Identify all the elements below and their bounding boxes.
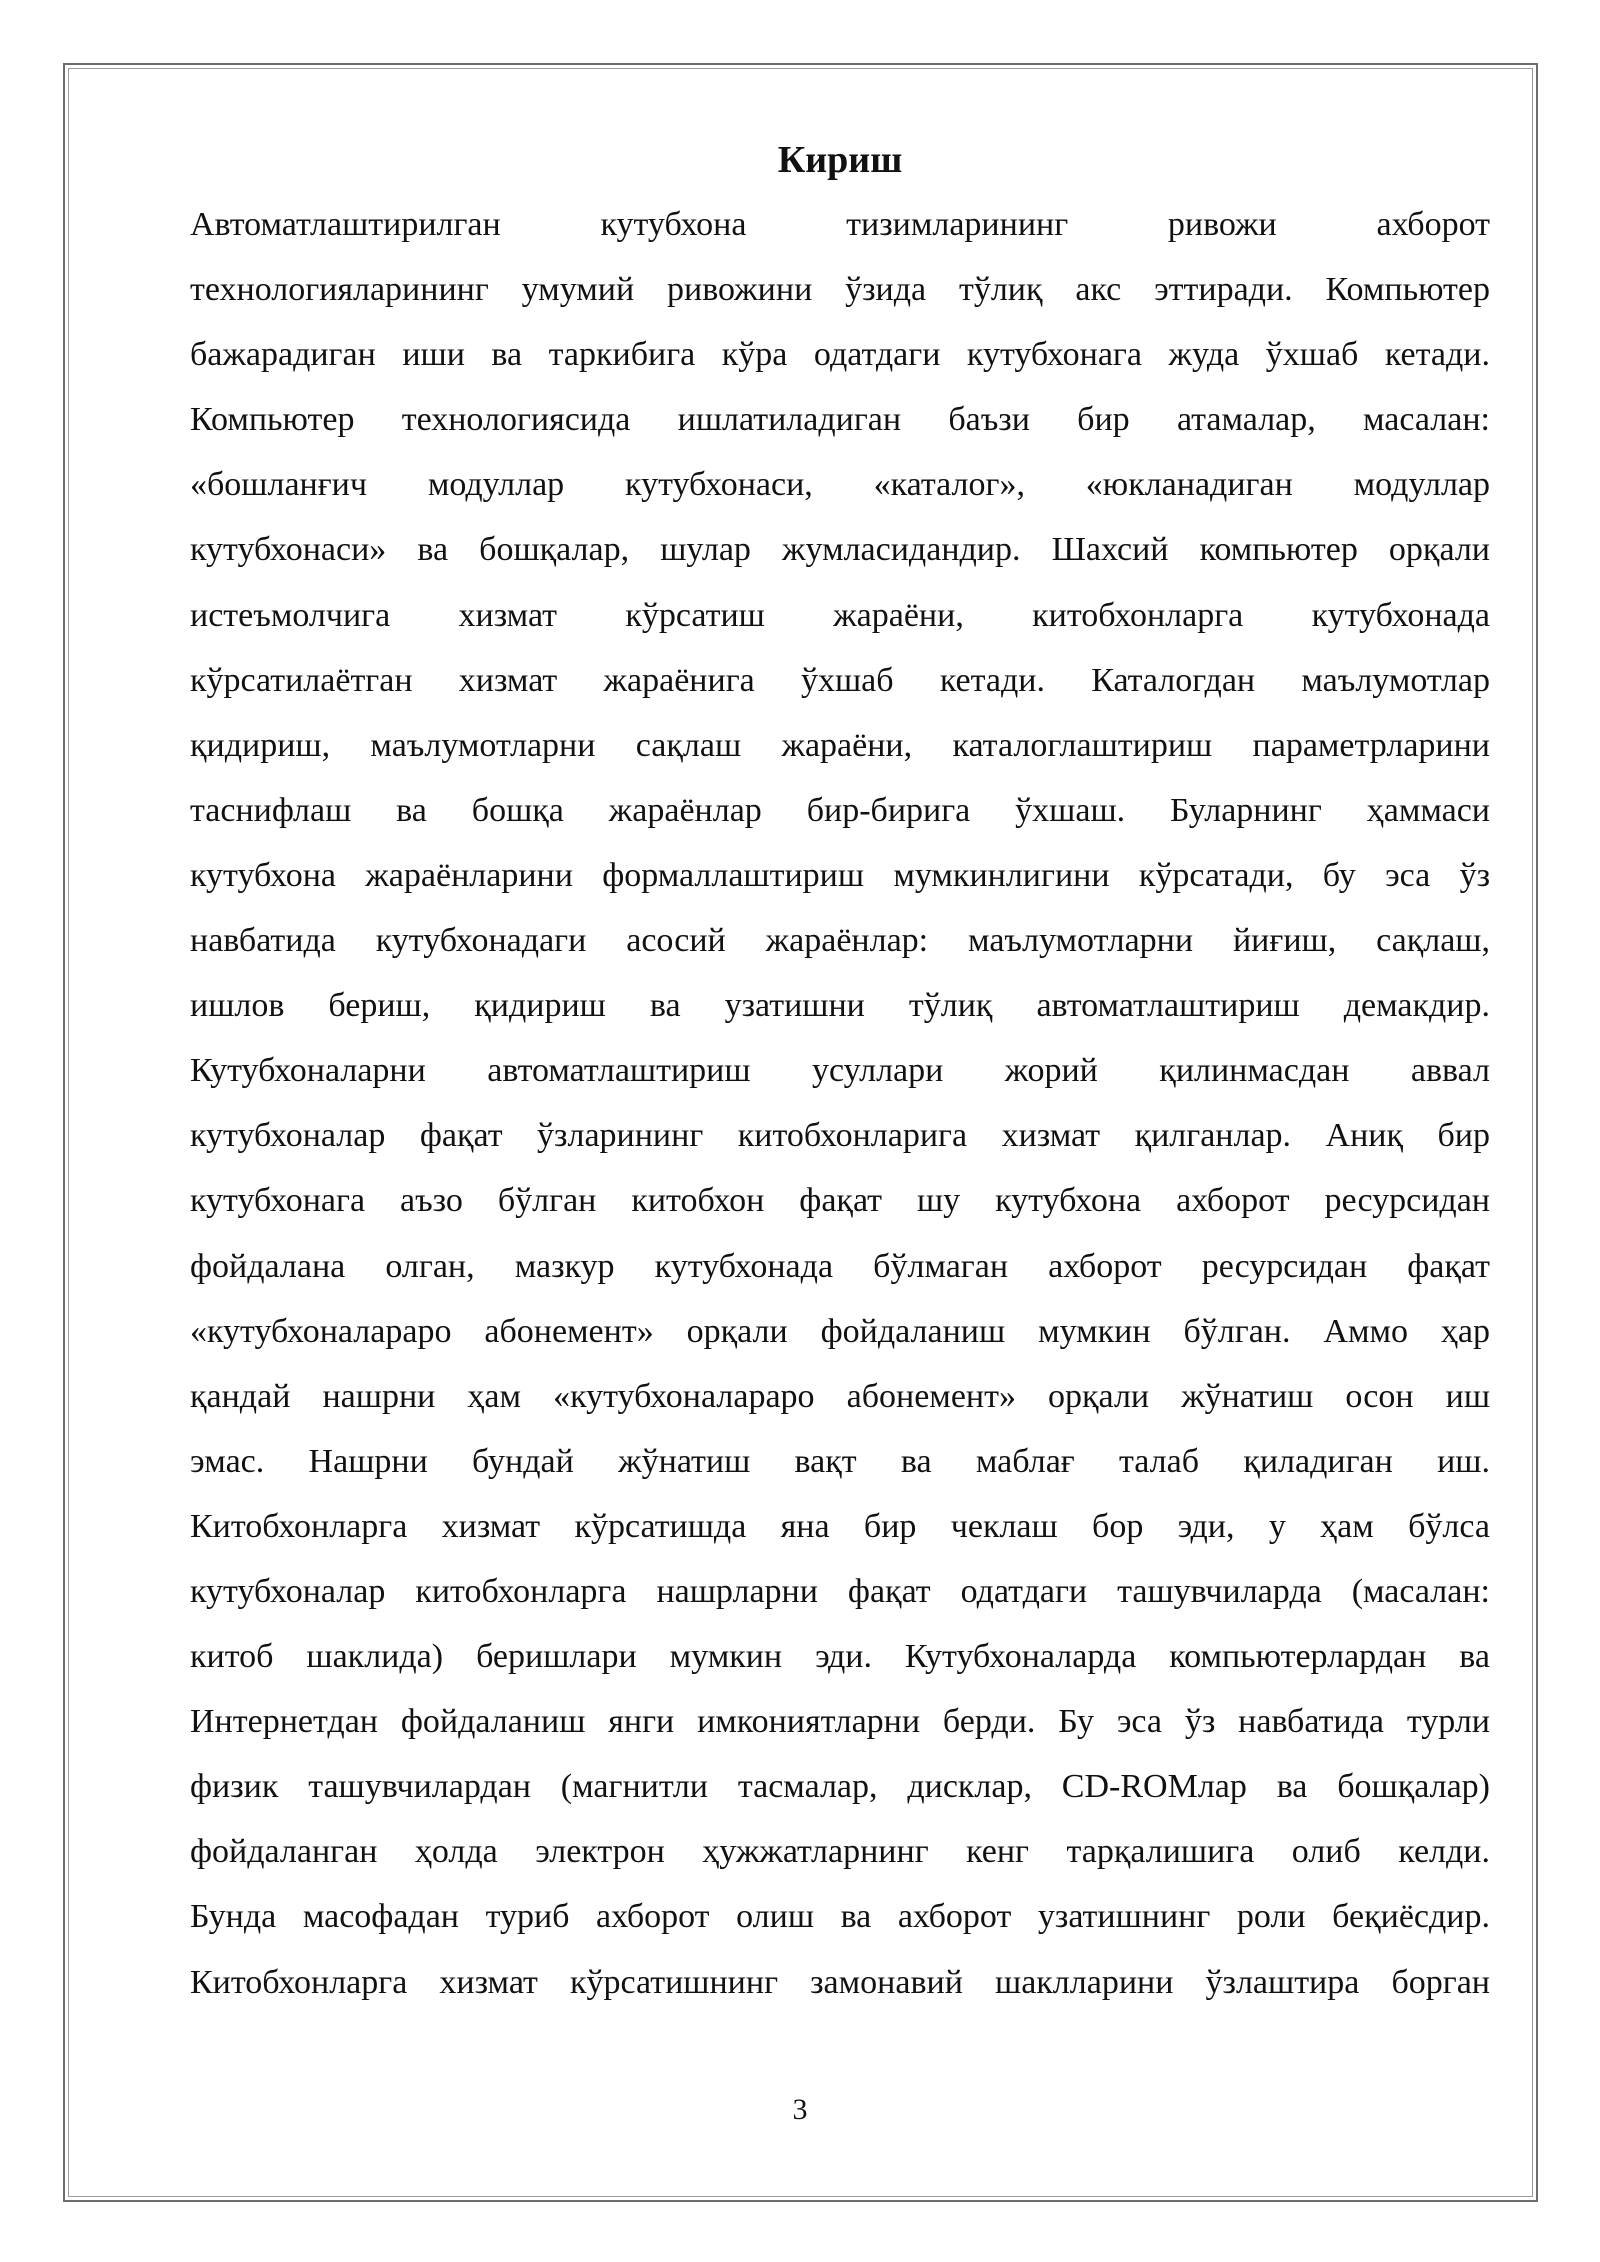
paragraph-line: «кутубхоналараро абонемент» орқали фойдаланиш мумкин бўлган. Аммо ҳар	[190, 1312, 1490, 1350]
paragraph-line: бажарадиган иши ва таркибига кўра одатдаги кутубхонага жуда ўхшаб кетади.	[190, 336, 1490, 374]
paragraph-line: кутубхоналар китобхонларга нашрларни фақат одатдаги ташувчиларда (масалан:	[190, 1572, 1490, 1610]
paragraph-line: кутубхонаси» ва бошқалар, шулар жумласидандир. Шахсий компьютер орқали	[190, 531, 1490, 569]
paragraph-line: Компьютер технологиясида ишлатиладиган баъзи бир атамалар, масалан:	[190, 401, 1490, 439]
paragraph-line: ишлов бериш, қидириш ва узатишни тўлиқ автоматлаштириш демакдир.	[190, 987, 1490, 1025]
page-content	[190, 128, 1490, 2015]
page-title: Кириш	[777, 139, 903, 181]
paragraph-line: Кутубхоналарни автоматлаштириш усуллари жорий қилинмасдан аввал	[190, 1052, 1490, 1090]
paragraph-line: физик ташувчилардан (магнитли тасмалар, дисклар, CD-ROMлар ва бошқалар)	[190, 1768, 1490, 1806]
paragraph-line: Бунда масофадан туриб ахборот олиш ва ахборот узатишнинг роли беқиёсдир.	[190, 1898, 1490, 1936]
paragraph-line: Автоматлаштирилган кутубхона тизимларининг ривожи ахборот	[190, 206, 1490, 243]
paragraph-line: Интернетдан фойдаланиш янги имкониятларни берди. Бу эса ўз навбатида турли	[190, 1703, 1490, 1741]
paragraph-line: фойдалана олган, мазкур кутубхонада бўлмаган ахборот ресурсидан фақат	[190, 1247, 1490, 1285]
paragraph-line: истеъмолчига хизмат кўрсатиш жараёни, китобхонларга кутубхонада	[190, 596, 1490, 634]
paragraph-line: эмас. Нашрни бундай жўнатиш вақт ва маблағ талаб қиладиган иш.	[190, 1442, 1490, 1480]
paragraph-line: кутубхона жараёнларини формаллаштириш мумкинлигини кўрсатади, бу эса ўз	[190, 856, 1490, 894]
body-paragraph	[190, 192, 1490, 2015]
paragraph-line: кутубхоналар фақат ўзларининг китобхонларига хизмат қилганлар. Аниқ бир	[190, 1117, 1490, 1155]
paragraph-line: таснифлаш ва бошқа жараёнлар бир-бирига ўхшаш. Буларнинг ҳаммаси	[190, 791, 1490, 829]
paragraph-line: технологияларининг умумий ривожини ўзида тўлиқ акс эттиради. Компьютер	[190, 271, 1490, 309]
paragraph-line: қидириш, маълумотларни сақлаш жараёни, каталоглаштириш параметрларини	[190, 726, 1490, 764]
paragraph-line: китоб шаклида) беришлари мумкин эди. Кутубхоналарда компьютерлардан ва	[190, 1638, 1490, 1676]
paragraph-line: кутубхонага аъзо бўлган китобхон фақат шу кутубхона ахборот ресурсидан	[190, 1182, 1490, 1220]
page-number: 3	[792, 2093, 808, 2126]
paragraph-line: фойдаланган ҳолда электрон ҳужжатларнинг кенг тарқалишига олиб келди.	[190, 1833, 1490, 1871]
paragraph-line: Китобхонларга хизмат кўрсатишнинг замонавий шаклларини ўзлаштира борган	[190, 1963, 1490, 2001]
paragraph-line: навбатида кутубхонадаги асосий жараёнлар: маълумотларни йиғиш, сақлаш,	[190, 922, 1490, 960]
paragraph-line: кўрсатилаётган хизмат жараёнига ўхшаб кетади. Каталогдан маълумотлар	[190, 661, 1490, 699]
paragraph-line: қандай нашрни ҳам «кутубхоналараро абонемент» орқали жўнатиш осон иш	[190, 1377, 1490, 1415]
paragraph-line: Китобхонларга хизмат кўрсатишда яна бир чеклаш бор эди, у ҳам бўлса	[190, 1507, 1490, 1545]
paragraph-line: «бошланғич модуллар кутубхонаси, «каталог», «юкланадиган модуллар	[190, 466, 1490, 504]
